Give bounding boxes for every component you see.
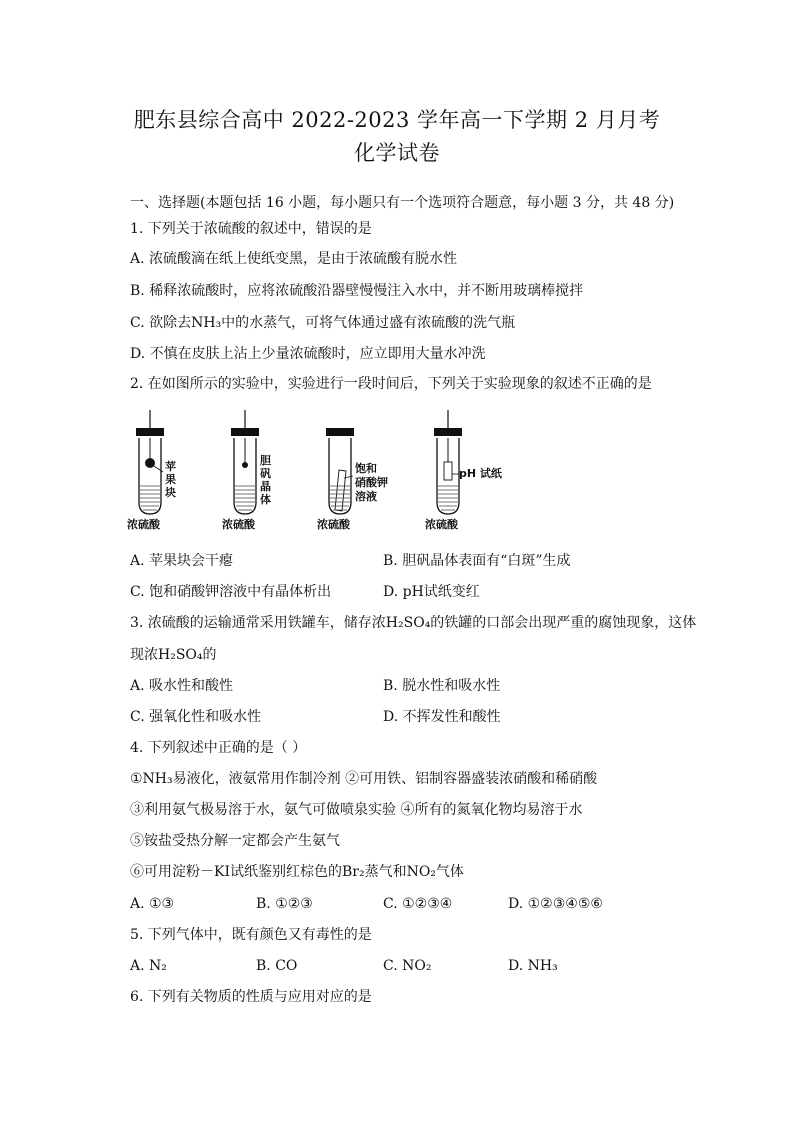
tube-1-label-2: 果 <box>165 473 176 486</box>
tube-3-label-3: 溶液 <box>355 490 377 503</box>
small-tube-icon <box>335 470 346 511</box>
tube-3-label-2: 硝酸钾 <box>355 476 388 489</box>
question-2-option-d: D. pH试纸变红 <box>383 584 480 600</box>
tube-3 <box>317 428 388 531</box>
apple-piece-icon <box>145 458 155 468</box>
question-1-option-b: B. 稀释浓硫酸时，应将浓硫酸沿器壁慢慢注入水中，并不断用玻璃棒搅拌 <box>130 283 584 299</box>
question-1-option-a: A. 浓硫酸滴在纸上使纸变黑，是由于浓硫酸有脱水性 <box>130 251 458 267</box>
question-1-option-c: C. 欲除去NH₃中的水蒸气，可将气体通过盛有浓硫酸的洗气瓶 <box>130 315 516 331</box>
question-3-stem-cont: 现浓H₂SO₄的 <box>130 647 217 663</box>
question-2-option-a: A. 苹果块会干瘪 <box>130 553 234 569</box>
question-3-option-b: B. 脱水性和吸水性 <box>383 678 501 694</box>
tube-1-acid-label: 浓硫酸 <box>127 518 160 531</box>
question-2-option-b: B. 胆矾晶体表面有“白斑”生成 <box>383 553 571 569</box>
tube-3-acid-label: 浓硫酸 <box>317 518 350 531</box>
question-2-stem: 2. 在如图所示的实验中，实验进行一段时间后，下列关于实验现象的叙述不正确的是 <box>130 376 652 392</box>
question-5-option-c: C. NO₂ <box>383 958 432 974</box>
question-4-option-b: B. ①②③ <box>256 896 313 912</box>
crystal-icon <box>242 462 248 468</box>
section-heading: 一、选择题(本题包括 16 小题，每小题只有一个选项符合题意，每小题 3 分，共 48 分) <box>130 195 675 211</box>
question-3-option-a: A. 吸水性和酸性 <box>130 678 234 694</box>
question-5-option-a: A. N₂ <box>130 958 167 974</box>
question-3-option-c: C. 强氧化性和吸水性 <box>130 709 262 725</box>
tube-2-label-4: 体 <box>260 493 271 506</box>
question-4-statement-1: ①NH₃易液化，液氨常用作制冷剂 ②可用铁、铝制容器盛装浓硝酸和稀硝酸 <box>130 771 598 787</box>
question-5-option-d: D. NH₃ <box>508 958 558 974</box>
tube-1 <box>127 410 176 531</box>
ph-paper-icon <box>444 462 452 480</box>
tube-4 <box>425 410 503 531</box>
tube-2-acid-label: 浓硫酸 <box>222 518 255 531</box>
tube-2-label-3: 晶 <box>260 480 271 493</box>
tube-1-label-3: 块 <box>165 486 176 499</box>
test-tube-figure <box>125 410 502 535</box>
page-title: 肥东县综合高中 2022-2023 学年高一下学期 2 月月考 <box>133 108 661 132</box>
question-3-stem: 3. 浓硫酸的运输通常采用铁罐车，储存浓H₂SO₄的铁罐的口部会出现严重的腐蚀现象，这体 <box>130 615 697 631</box>
question-4-option-d: D. ①②③④⑤⑥ <box>508 896 603 912</box>
question-5-stem: 5. 下列气体中，既有颜色又有毒性的是 <box>130 927 372 943</box>
tube-4-label: pH 试纸 <box>459 467 502 480</box>
tube-4-acid-label: 浓硫酸 <box>425 518 458 531</box>
page-subtitle: 化学试卷 <box>354 141 440 165</box>
question-4-option-c: C. ①②③④ <box>383 896 453 912</box>
question-1-option-d: D. 不慎在皮肤上沾上少量浓硫酸时，应立即用大量水冲洗 <box>130 346 486 362</box>
question-6-stem: 6. 下列有关物质的性质与应用对应的是 <box>130 989 372 1005</box>
tube-2-label-2: 矾 <box>260 467 271 480</box>
question-3-option-d: D. 不挥发性和酸性 <box>383 709 501 725</box>
tube-3-label-1: 饱和 <box>355 462 377 475</box>
question-4-option-a: A. ①③ <box>130 896 175 912</box>
question-4-statement-4: ⑥可用淀粉－KI试纸鉴别红棕色的Br₂蒸气和NO₂气体 <box>130 864 464 880</box>
tube-1-label-1: 苹 <box>165 460 176 473</box>
question-5-option-b: B. CO <box>256 958 298 974</box>
question-4-stem: 4. 下列叙述中正确的是（ ） <box>130 740 307 756</box>
tube-2 <box>222 410 272 531</box>
tube-2-label-1: 胆 <box>260 454 271 467</box>
question-4-statement-2: ③利用氨气极易溶于水，氨气可做喷泉实验 ④所有的氮氧化物均易溶于水 <box>130 802 583 818</box>
question-4-statement-3: ⑤铵盐受热分解一定都会产生氨气 <box>130 833 340 849</box>
question-1-stem: 1. 下列关于浓硫酸的叙述中，错误的是 <box>130 221 372 237</box>
question-2-option-c: C. 饱和硝酸钾溶液中有晶体析出 <box>130 584 332 600</box>
